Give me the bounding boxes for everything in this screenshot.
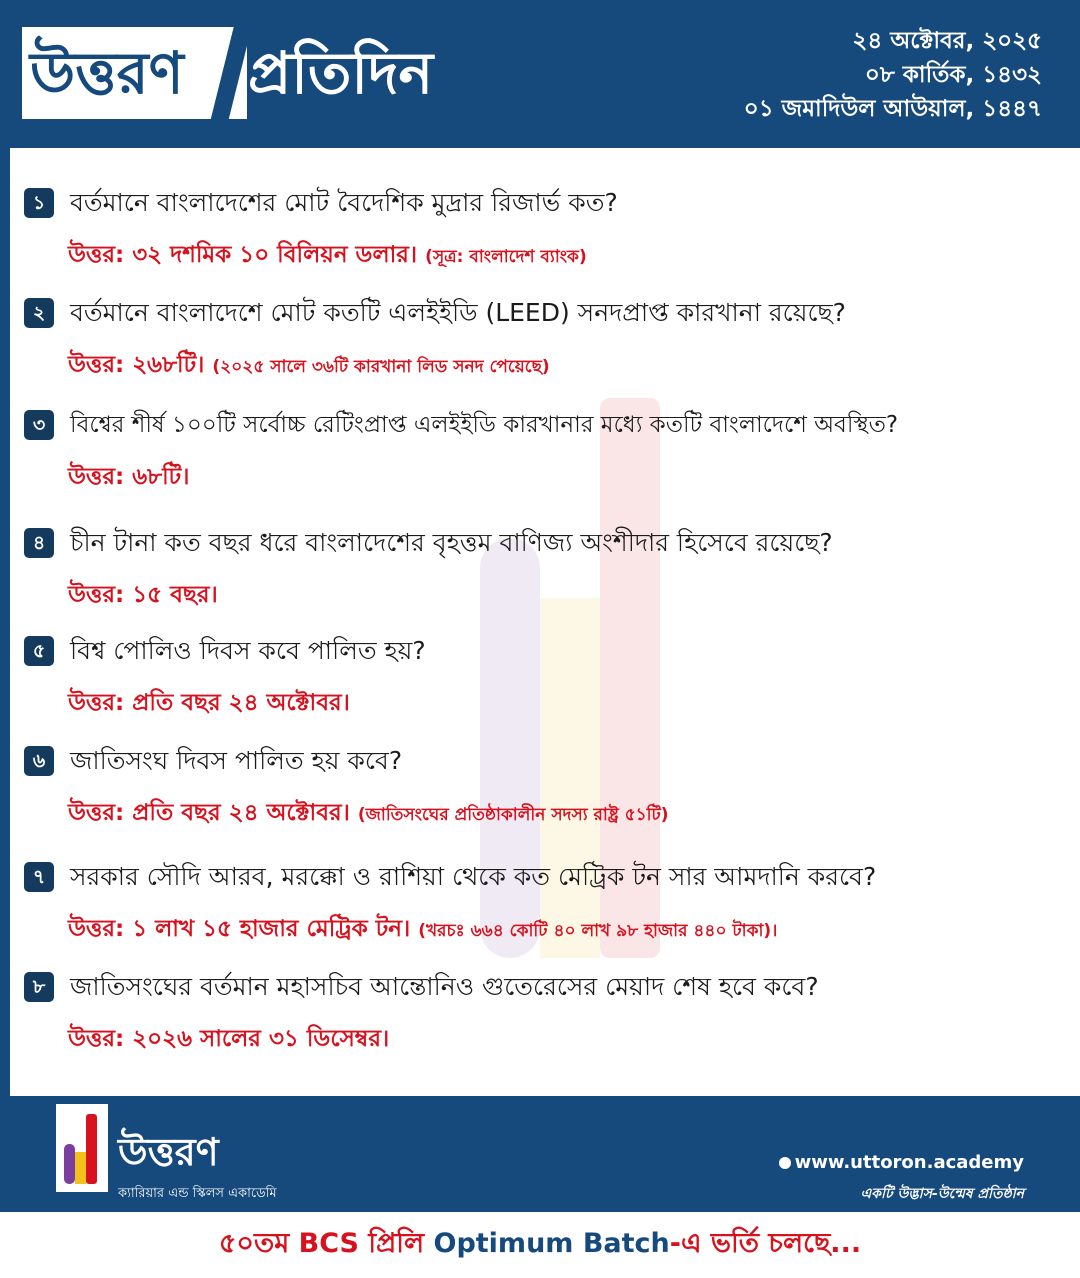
question-text: চীন টানা কত বছর ধরে বাংলাদেশের বৃহত্তম বাণিজ্য অংশীদার হিসেবে রয়েছে? xyxy=(70,528,833,557)
date-bangla: ০৮ কার্তিক, ১৪৩২ xyxy=(864,62,1042,88)
website-link[interactable] xyxy=(779,1152,1024,1173)
answer-note: (খরচঃ ৬৬৪ কোটি ৪০ লাখ ৯৮ হাজার ৪৪০ টাকা)। xyxy=(418,921,778,941)
answer-text: উত্তর: ১ লাখ ১৫ হাজার মেট্রিক টন। xyxy=(68,916,411,942)
answer-note: (২০২৫ সালে ৩৬টি কারখানা লিড সনদ পেয়েছে) xyxy=(212,357,550,377)
website-text: www.uttoron.academy xyxy=(794,1152,1024,1173)
answer-text: উত্তর: ৬৮টি। xyxy=(68,464,190,490)
answer-text: উত্তর: প্রতি বছর ২৪ অক্টোবর। xyxy=(68,690,350,716)
banner-text-blue: Optimum Batch xyxy=(424,1228,670,1259)
question-text: বিশ্বের শীর্ষ ১০০টি সর্বোচ্চ রেটিংপ্রাপ্ত এলইইডি কারখানার মধ্যে কতটি বাংলাদেশে অবস্থিত? xyxy=(70,412,899,438)
date-block xyxy=(744,24,1042,126)
date-gregorian: ২৪ অক্টোবর, ২০২৫ xyxy=(852,28,1042,54)
answer-text: উত্তর: ২০২৬ সালের ৩১ ডিসেম্বর। xyxy=(68,1026,390,1052)
question-number-badge: ৫ xyxy=(24,636,54,666)
question-text: জাতিসংঘের বর্তমান মহাসচিব আন্তোনিও গুতেরেসের মেয়াদ শেষ হবে কবে? xyxy=(70,972,819,1001)
question-number-badge: ৩ xyxy=(24,410,54,440)
globe-icon xyxy=(779,1157,791,1169)
question-number-badge: ১ xyxy=(24,188,54,218)
brand-subtitle: ক্যারিয়ার এন্ড স্কিলস একাডেমি xyxy=(118,1186,277,1201)
date-hijri: ০১ জমাদিউল আউয়াল, ১৪৪৭ xyxy=(743,96,1042,122)
answer-text: উত্তর: প্রতি বছর ২৪ অক্টোবর। xyxy=(68,800,350,826)
question-text: বর্তমানে বাংলাদেশে মোট কতটি এলইইডি (LEED) সনদপ্রাপ্ত কারখানা রয়েছে? xyxy=(70,298,846,327)
header-bar xyxy=(0,0,1080,148)
admission-banner xyxy=(0,1212,1080,1278)
answer-text: উত্তর: ২৬৮টি। xyxy=(68,352,205,378)
question-number-badge: ২ xyxy=(24,298,54,328)
logo-text-protidin: প্রতিদিন xyxy=(248,39,434,107)
question-number-badge: ৮ xyxy=(24,972,54,1002)
question-text: বিশ্ব পোলিও দিবস কবে পালিত হয়? xyxy=(70,636,426,665)
banner-text-red: ৫০তম BCS প্রিলি xyxy=(218,1228,425,1259)
uttoron-logo-icon xyxy=(56,1104,108,1192)
content-panel xyxy=(10,148,1080,1096)
question-number-badge: ৬ xyxy=(24,746,54,776)
tagline: একটি উদ্ভাস-উন্মেষ প্রতিষ্ঠান xyxy=(860,1186,1024,1202)
brand-name: উত্তরণ xyxy=(118,1130,219,1174)
question-number-badge: ৭ xyxy=(24,862,54,892)
question-text: বর্তমানে বাংলাদেশের মোট বৈদেশিক মুদ্রার রিজার্ভ কত? xyxy=(70,188,618,217)
answer-text: উত্তর: ৩২ দশমিক ১০ বিলিয়ন ডলার। xyxy=(68,242,418,268)
question-text: সরকার সৌদি আরব, মরক্কো ও রাশিয়া থেকে কত মেট্রিক টন সার আমদানি করবে? xyxy=(70,862,877,891)
logo-text-uttoron: উত্তরণ xyxy=(30,39,184,107)
answer-note: (জাতিসংঘের প্রতিষ্ঠাকালীন সদস্য রাষ্ট্র ৫১টি) xyxy=(357,805,669,825)
answer-note: (সূত্র: বাংলাদেশ ব্যাংক) xyxy=(425,247,587,267)
question-text: জাতিসংঘ দিবস পালিত হয় কবে? xyxy=(70,746,403,775)
banner-text-red-2: -এ ভর্তি চলছে... xyxy=(669,1228,862,1259)
answer-text: উত্তর: ১৫ বছর। xyxy=(68,582,218,608)
question-number-badge: ৪ xyxy=(24,528,54,558)
